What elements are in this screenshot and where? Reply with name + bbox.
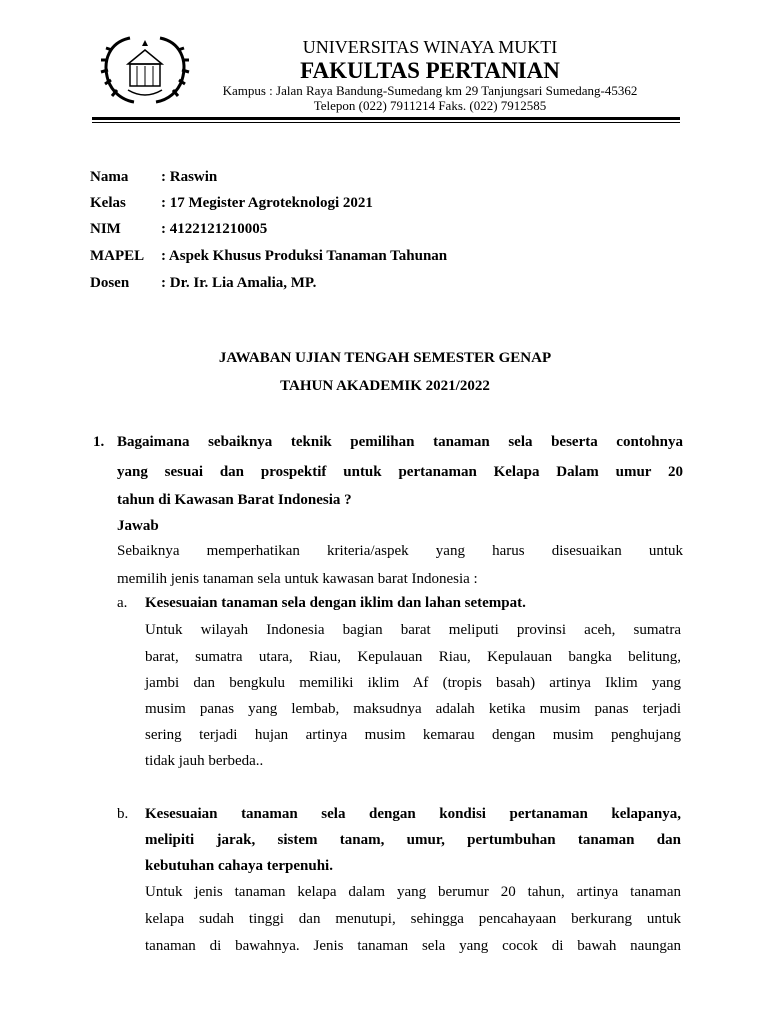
- university-name: UNIVERSITAS WINAYA MUKTI: [302, 37, 558, 57]
- question-line: tahun di Kawasan Barat Indonesia ?: [117, 492, 352, 508]
- point-a-line: jambi dan bengkulu memiliki iklim Af (tropis basah) artinya Iklim yang: [145, 675, 681, 691]
- identity-label-nim: NIM: [90, 221, 121, 237]
- phone-fax: Telepon (022) 7911214 Faks. (022) 7912585: [313, 98, 547, 113]
- identity-value-kelas: : 17 Megister Agroteknologi 2021: [161, 195, 373, 211]
- question-line: yang sesuai dan prospektif untuk pertanaman Kelapa Dalam umur 20: [117, 464, 683, 480]
- answer-label: Jawab: [117, 518, 159, 534]
- point-b-heading: kebutuhan cahaya terpenuhi.: [145, 858, 333, 874]
- question-line: Bagaimana sebaiknya teknik pemilihan tanaman sela beserta contohnya: [117, 434, 683, 450]
- point-b-line: tanaman di bawahnya. Jenis tanaman sela yang cocok di bawah naungan: [145, 938, 681, 954]
- question-number: 1.: [93, 434, 105, 450]
- point-b-marker: b.: [117, 806, 129, 822]
- academic-year: TAHUN AKADEMIK 2021/2022: [280, 378, 490, 394]
- point-b-heading: Kesesuaian tanaman sela dengan kondisi pertanaman kelapanya,: [145, 806, 681, 822]
- point-a-line: sering terjadi hujan artinya musim kemarau dengan musim penghujang: [145, 727, 681, 743]
- university-seal-icon: [100, 30, 190, 110]
- identity-label-mapel: MAPEL: [90, 248, 145, 264]
- point-a-line: barat, sumatra utara, Riau, Kepulauan Riau, Kepulauan bangka belitung,: [145, 649, 681, 665]
- identity-value-dosen: : Dr. Ir. Lia Amalia, MP.: [161, 275, 317, 291]
- identity-value-mapel: : Aspek Khusus Produksi Tanaman Tahunan: [161, 248, 448, 264]
- header-divider-thin: [92, 122, 680, 123]
- point-a-line: Untuk wilayah Indonesia bagian barat meliputi provinsi aceh, sumatra: [145, 622, 681, 638]
- point-b-line: kelapa sudah tinggi dan menutupi, sehingga pencahayaan berkurang untuk: [145, 911, 681, 927]
- identity-label-dosen: Dosen: [90, 275, 130, 291]
- header-divider-thick: [92, 117, 680, 120]
- point-b-line: Untuk jenis tanaman kelapa dalam yang berumur 20 tahun, artinya tanaman: [145, 884, 681, 900]
- point-b-heading: melipiti jarak, sistem tanam, umur, pertumbuhan tanaman dan: [145, 832, 681, 848]
- identity-value-nim: : 4122121210005: [161, 221, 268, 237]
- identity-label-nama: Nama: [90, 169, 129, 185]
- campus-address: Kampus : Jalan Raya Bandung-Sumedang km 29 Tanjungsari Sumedang-45362: [222, 83, 638, 98]
- identity-label-kelas: Kelas: [90, 195, 126, 211]
- point-a-line: tidak jauh berbeda..: [145, 753, 264, 769]
- faculty-name: FAKULTAS PERTANIAN: [300, 58, 560, 83]
- identity-value-nama: : Raswin: [161, 169, 218, 185]
- point-a-marker: a.: [117, 595, 128, 611]
- exam-title: JAWABAN UJIAN TENGAH SEMESTER GENAP: [218, 350, 552, 366]
- answer-intro-line: Sebaiknya memperhatikan kriteria/aspek yang harus disesuaikan untuk: [117, 543, 683, 559]
- point-a-heading: Kesesuaian tanaman sela dengan iklim dan lahan setempat.: [145, 595, 526, 611]
- answer-intro-line: memilih jenis tanaman sela untuk kawasan barat Indonesia :: [117, 571, 478, 587]
- point-a-line: musim panas yang lembab, maksudnya adalah ketika musim panas terjadi: [145, 701, 681, 717]
